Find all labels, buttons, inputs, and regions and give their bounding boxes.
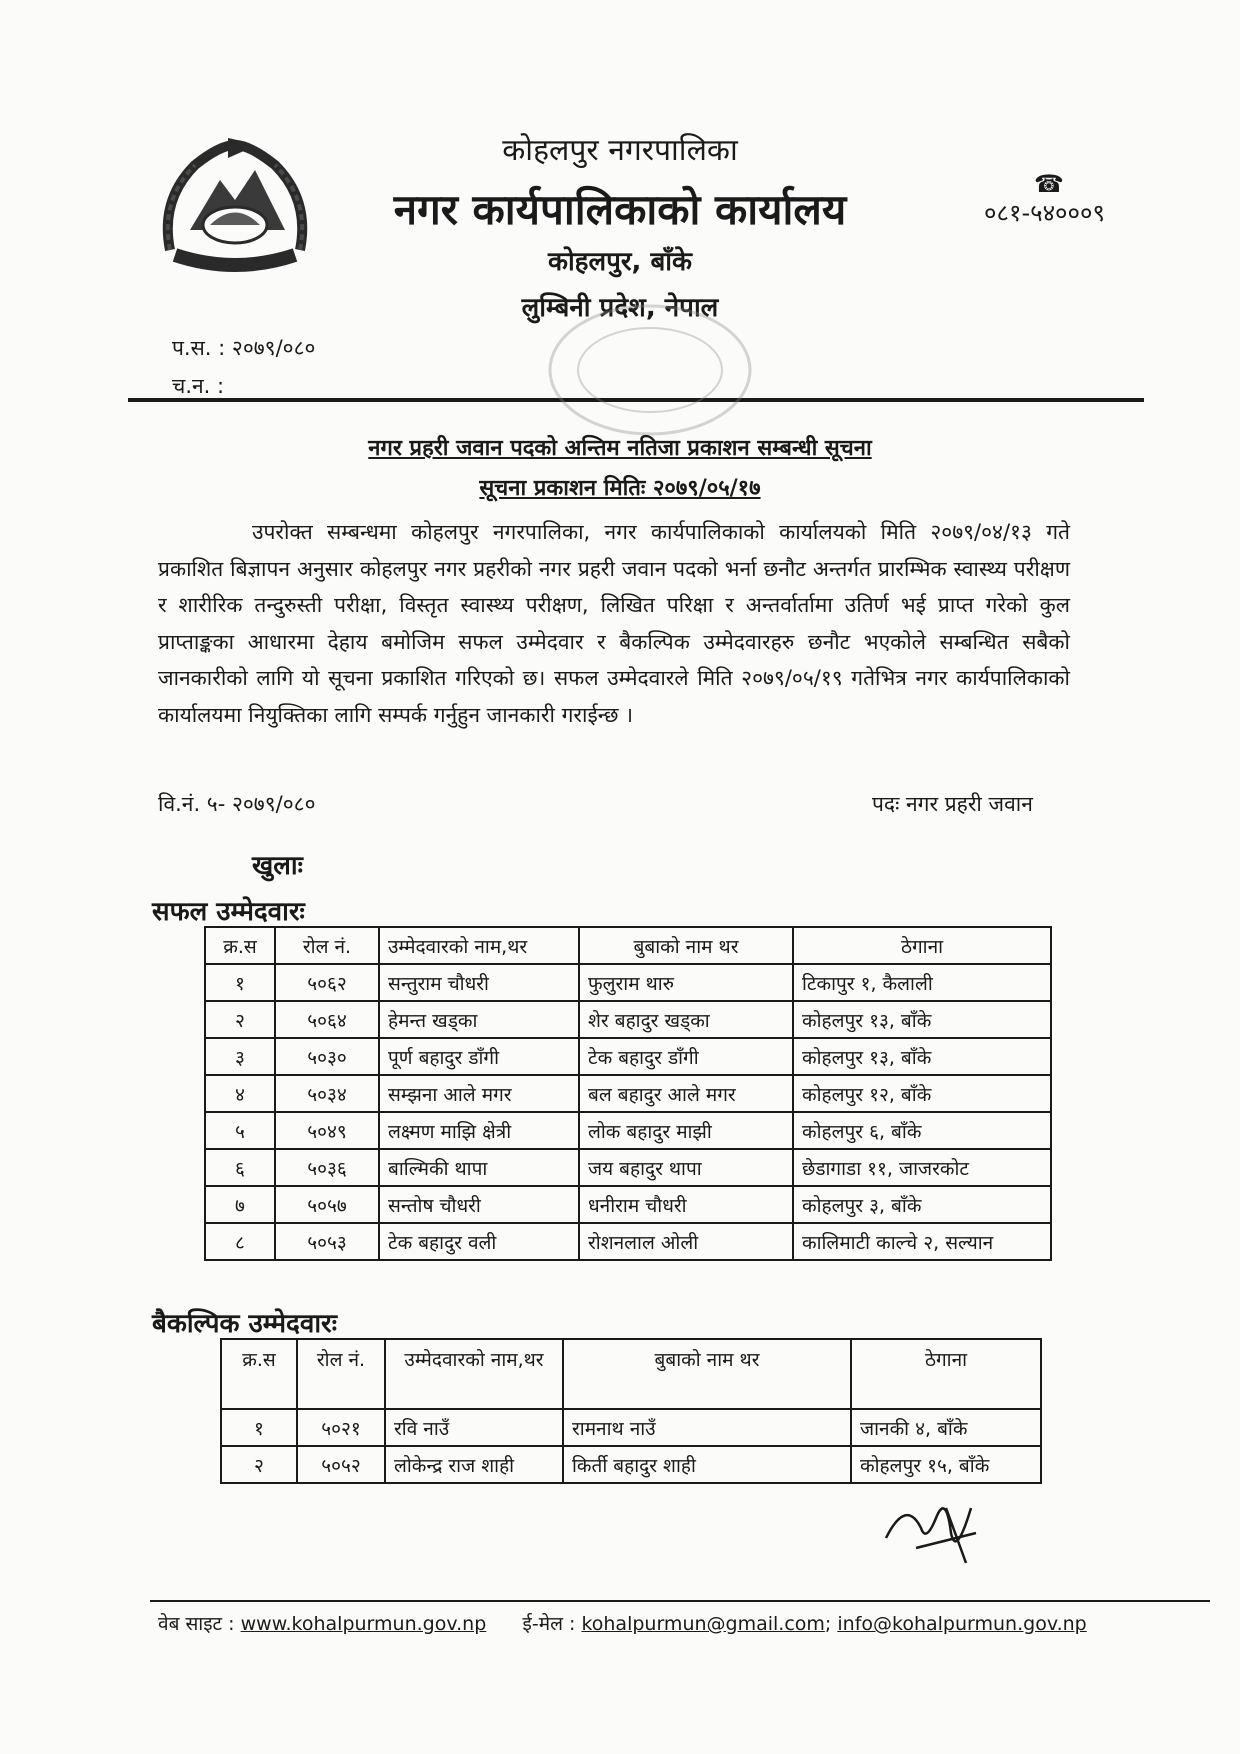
table-header-row	[205, 927, 1051, 964]
office-seal	[545, 300, 755, 440]
office-location: कोहलपुर, बाँके	[547, 247, 692, 277]
table-row	[205, 1186, 1051, 1223]
table-row	[205, 1223, 1051, 1260]
footer-contact	[158, 1610, 1087, 1636]
cell-address: कोहलपुर ३, बाँके	[793, 1186, 1051, 1223]
cell-roll: ५०४९	[275, 1112, 379, 1149]
cell-address: छेडागाडा ११, जाजरकोट	[793, 1149, 1051, 1186]
cell-sn: ८	[205, 1223, 275, 1260]
cell-sn: २	[221, 1446, 297, 1483]
cell-roll: ५०३०	[275, 1038, 379, 1075]
table-row	[205, 1149, 1051, 1186]
cell-sn: १	[221, 1409, 297, 1446]
notice-title: नगर प्रहरी जवान पदको अन्तिम नतिजा प्रकाशन सम्बन्धी सूचना	[368, 436, 872, 461]
cell-address: कोहलपुर १३, बाँके	[793, 1001, 1051, 1038]
notice-date: सूचना प्रकाशन मितिः २०७९/०५/१७	[479, 476, 761, 501]
cell-address: कोहलपुर १५, बाँके	[851, 1446, 1041, 1483]
cell-address: कोहलपुर १३, बाँके	[793, 1038, 1051, 1075]
cell-roll: ५०३६	[275, 1149, 379, 1186]
col-father: बुबाको नाम थर	[579, 927, 793, 964]
cell-address: टिकापुर १, कैलाली	[793, 964, 1051, 1001]
website-link[interactable]: www.kohalpurmun.gov.np	[240, 1613, 487, 1635]
cell-name: रवि नाउँ	[385, 1409, 563, 1446]
cell-roll: ५०२१	[297, 1409, 385, 1446]
cell-roll: ५०५७	[275, 1186, 379, 1223]
signature	[876, 1488, 996, 1568]
cell-address: कालिमाटी काल्चे २, सल्यान	[793, 1223, 1051, 1260]
table-row	[205, 1075, 1051, 1112]
cell-father: लोक बहादुर माझी	[579, 1112, 793, 1149]
cell-name: सम्झना आले मगर	[379, 1075, 579, 1112]
cell-father: किर्ती बहादुर शाही	[563, 1446, 851, 1483]
cell-roll: ५०५३	[275, 1223, 379, 1260]
cell-father: टेक बहादुर डाँगी	[579, 1038, 793, 1075]
cell-address: कोहलपुर ६, बाँके	[793, 1112, 1051, 1149]
cell-address: कोहलपुर १२, बाँके	[793, 1075, 1051, 1112]
municipality-name: कोहलपुर नगरपालिका	[502, 133, 738, 168]
notice-body: उपरोक्त सम्बन्धमा कोहलपुर नगरपालिका, नगर कार्यपालिकाको कार्यालयको मिति २०७९/०४/१३ गते प्रकाशित बिज्ञापन अनुसार कोहलपुर नगर प्रहरीको नगर प्रहरी जवान पदको भर्ना छनौट अन्तर्गत प्रारम्भिक स्वास्थ्य परीक्षण र शारीरिक तन्दुरुस्ती परीक्षा, विस्तृत स्वास्थ्य परीक्षण, लिखित परिक्षा र अन्तर्वार्तामा उतिर्ण भई प्राप्त गरेको कुल प्राप्ताङ्कका आधारमा देहाय बमोजिम सफल उम्मेदवार र बैकल्पिक उम्मेदवारहरु छनौट भएकोले सम्बन्धित सबैको जानकारीको लागि यो सूचना प्रकाशित गरिएको छ। सफल उम्मेदवारले मिति २०७९/०५/१९ गतेभित्र नगर कार्यपालिकाको कार्यालयमा नियुक्तिका लागि सम्पर्क गर्नुहुन जानकारी गराईन्छ ।	[158, 520, 1070, 727]
email-separator: ;	[824, 1613, 832, 1635]
cell-sn: ७	[205, 1186, 275, 1223]
footer-divider	[150, 1600, 1210, 1602]
table-row	[205, 1112, 1051, 1149]
cell-father: फुलुराम थारु	[579, 964, 793, 1001]
open-category-label: खुलाः	[252, 851, 303, 881]
cell-name: बाल्मिकी थापा	[379, 1149, 579, 1186]
email-link-2[interactable]: info@kohalpurmun.gov.np	[837, 1613, 1087, 1635]
dispatch-no: च.न. :	[172, 374, 225, 398]
cell-father: बल बहादुर आले मगर	[579, 1075, 793, 1112]
cell-roll: ५०३४	[275, 1075, 379, 1112]
col-roll: रोल नं.	[297, 1339, 385, 1409]
table-header-row	[221, 1339, 1041, 1409]
office-name: नगर कार्यपालिकाको कार्यालय	[393, 185, 847, 234]
alternate-candidates-label: बैकल्पिक उम्मेदवारः	[152, 1309, 337, 1339]
cell-roll: ५०६४	[275, 1001, 379, 1038]
cell-sn: ५	[205, 1112, 275, 1149]
table-row	[205, 1001, 1051, 1038]
cell-father: रामनाथ नाउँ	[563, 1409, 851, 1446]
col-father: बुबाको नाम थर	[563, 1339, 851, 1409]
col-name: उम्मेदवारको नाम,थर	[385, 1339, 563, 1409]
advert-number: वि.नं. ५- २०७९/०८०	[158, 792, 316, 816]
col-address: ठेगाना	[851, 1339, 1041, 1409]
col-sn: क्र.स	[205, 927, 275, 964]
cell-address: जानकी ४, बाँके	[851, 1409, 1041, 1446]
cell-sn: ३	[205, 1038, 275, 1075]
cell-name: सन्तुराम चौधरी	[379, 964, 579, 1001]
phone-number: ०८१-५४०००९	[984, 199, 1105, 227]
successful-candidates-table	[204, 926, 1052, 1261]
cell-sn: १	[205, 964, 275, 1001]
col-name: उम्मेदवारको नाम,थर	[379, 927, 579, 964]
alternate-candidates-table	[220, 1338, 1042, 1484]
cell-name: लोकेन्द्र राज शाही	[385, 1446, 563, 1483]
table-row	[221, 1446, 1041, 1483]
cell-father: रोशनलाल ओली	[579, 1223, 793, 1260]
table-row	[205, 1038, 1051, 1075]
successful-candidates-label: सफल उम्मेदवारः	[152, 897, 305, 927]
cell-roll: ५०५२	[297, 1446, 385, 1483]
fiscal-year-ref: प.स. : २०७९/०८०	[172, 336, 316, 360]
table-row	[205, 964, 1051, 1001]
cell-roll: ५०६२	[275, 964, 379, 1001]
cell-name: पूर्ण बहादुर डाँगी	[379, 1038, 579, 1075]
cell-name: टेक बहादुर वली	[379, 1223, 579, 1260]
col-roll: रोल नं.	[275, 927, 379, 964]
cell-father: धनीराम चौधरी	[579, 1186, 793, 1223]
cell-name: लक्ष्मण माझि क्षेत्री	[379, 1112, 579, 1149]
cell-father: जय बहादुर थापा	[579, 1149, 793, 1186]
website-label: वेब साइट :	[158, 1613, 235, 1635]
cell-sn: ४	[205, 1075, 275, 1112]
cell-sn: ६	[205, 1149, 275, 1186]
email-label: ई-मेल :	[522, 1613, 576, 1635]
cell-sn: २	[205, 1001, 275, 1038]
cell-name: सन्तोष चौधरी	[379, 1186, 579, 1223]
table-row	[221, 1409, 1041, 1446]
post-name: पदः नगर प्रहरी जवान	[872, 792, 1033, 816]
cell-father: शेर बहादुर खड्का	[579, 1001, 793, 1038]
col-sn: क्र.स	[221, 1339, 297, 1409]
cell-name: हेमन्त खड्का	[379, 1001, 579, 1038]
office-province: लुम्बिनी प्रदेश, नेपाल	[521, 293, 719, 323]
telephone-icon: ☎	[1034, 170, 1064, 198]
email-link-1[interactable]: kohalpurmun@gmail.com	[581, 1613, 825, 1635]
col-address: ठेगाना	[793, 927, 1051, 964]
